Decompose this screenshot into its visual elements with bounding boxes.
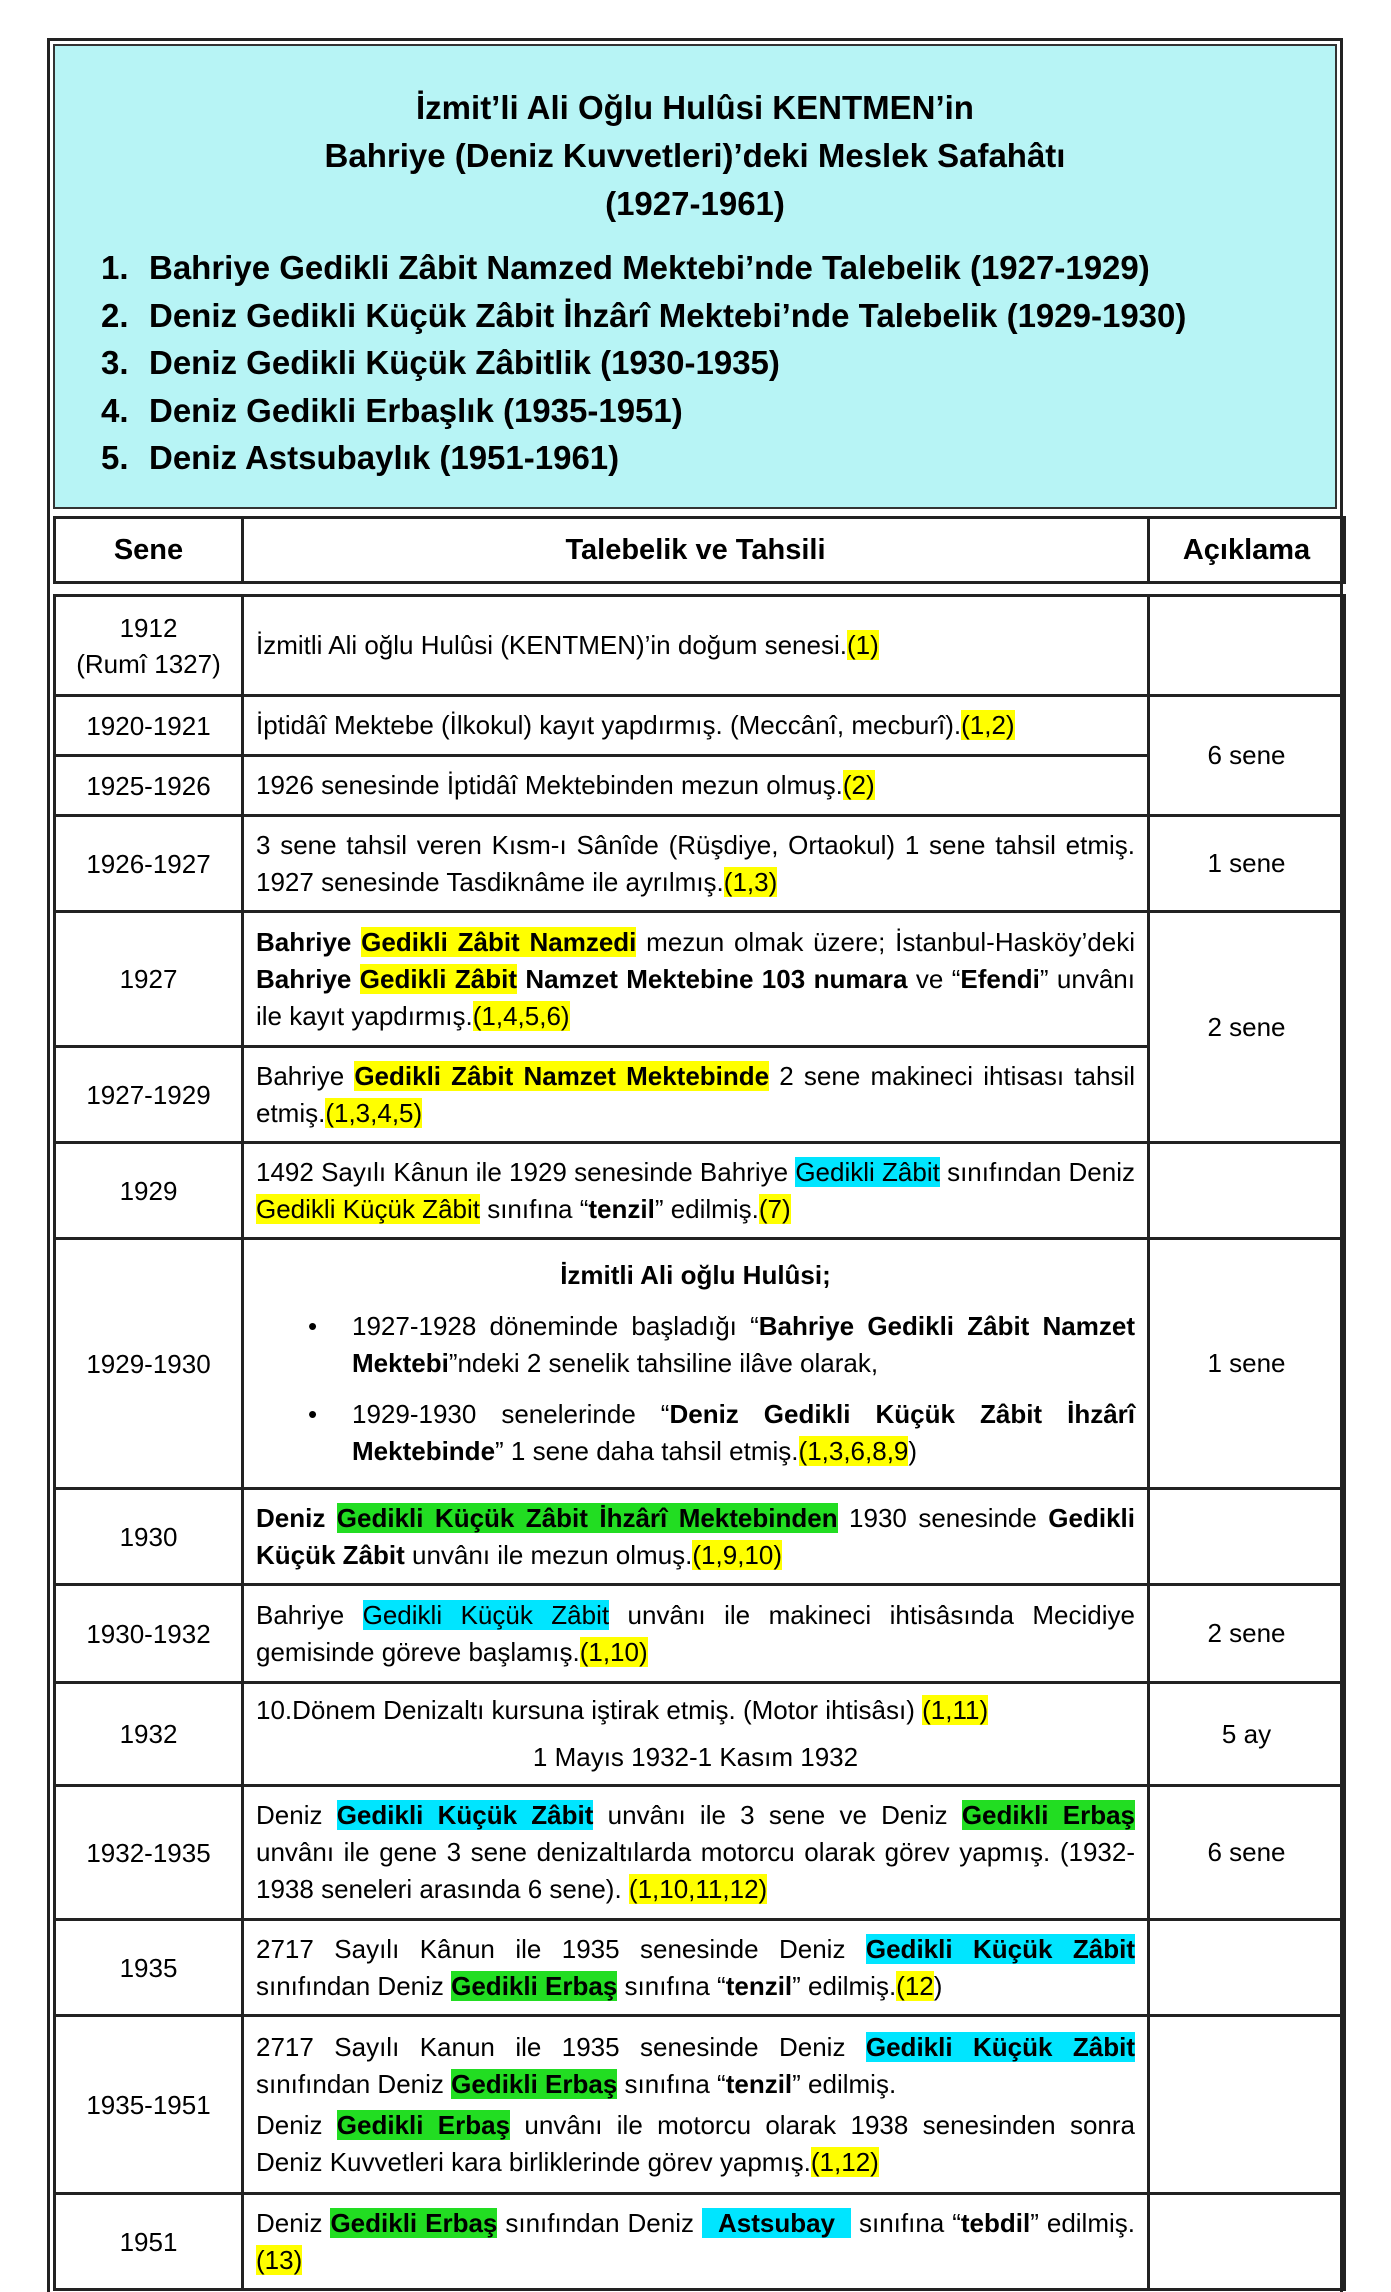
note-cell: 2 sene bbox=[1149, 1585, 1345, 1683]
year-cell: 1951 bbox=[55, 2194, 243, 2290]
desc-cell: 3 sene tahsil veren Kısm-ı Sânîde (Rüşdiye, Ortaokul) 1 sene tahsil etmiş. 1927 senesinde Tasdiknâme ile ayrılmış.(1,3) bbox=[243, 816, 1149, 912]
career-table bbox=[53, 516, 1346, 2291]
table-row bbox=[55, 912, 1345, 1047]
table-row bbox=[55, 596, 1345, 696]
desc-cell: İptidâî Mektebe (İlkokul) kayıt yapdırmış. (Meccânî, mecburî).(1,2) bbox=[243, 696, 1149, 756]
table-row bbox=[55, 1683, 1345, 1786]
year-cell: 1927 bbox=[55, 912, 243, 1047]
table-header-row bbox=[55, 518, 1345, 583]
reference: (13) bbox=[256, 2244, 303, 2275]
reference: (1,2) bbox=[961, 710, 1015, 740]
desc-cell: 2717 Sayılı Kânun ile 1935 senesinde Deniz Gedikli Küçük Zâbit sınıfından Deniz Gedikli Erbaş sınıfına “tenzil” edilmiş.(12) bbox=[243, 1920, 1149, 2016]
table-row bbox=[55, 1920, 1345, 2016]
year-cell: 1920-1921 bbox=[55, 696, 243, 756]
reference: (1,4,5,6) bbox=[472, 1000, 570, 1031]
table-row bbox=[55, 2194, 1345, 2290]
stage-item: 5. Deniz Astsubaylık (1951-1961) bbox=[101, 439, 620, 476]
year-cell: 1935 bbox=[55, 1920, 243, 2016]
year-cell: 1935-1951 bbox=[55, 2016, 243, 2194]
document-page bbox=[47, 38, 1343, 2292]
reference: (1,3) bbox=[723, 866, 778, 897]
career-stages-list bbox=[101, 244, 1186, 482]
desc-cell: İzmitli Ali oğlu Hulûsi (KENTMEN)’in doğum senesi.(1) bbox=[243, 596, 1149, 696]
reference: (1,10,11,12) bbox=[628, 1874, 768, 1904]
note-cell: 1 sene bbox=[1149, 816, 1345, 912]
reference: (7) bbox=[758, 1193, 791, 1224]
note-cell: 5 ay bbox=[1149, 1683, 1345, 1786]
desc-cell: Bahriye Gedikli Küçük Zâbit unvânı ile makineci ihtisâsında Mecidiye gemisinde göreve başlamış.(1,10) bbox=[243, 1585, 1149, 1683]
note-cell bbox=[1149, 1920, 1345, 2016]
desc-cell: Bahriye Gedikli Zâbit Namzet Mektebinde 2 sene makineci ihtisası tahsil etmiş.(1,3,4,5) bbox=[243, 1047, 1149, 1143]
note-cell bbox=[1149, 2194, 1345, 2290]
year-cell: 1912 (Rumî 1327) bbox=[55, 596, 243, 696]
desc-cell: Bahriye Gedikli Zâbit Namzedi mezun olmak üzere; İstanbul-Hasköy’deki Bahriye Gedikli Zâbit Namzet Mektebine 103 numara ve “Efendi” unvânı ile kayıt yapdırmış.(1,4,5,6) bbox=[243, 912, 1149, 1047]
table-row bbox=[55, 1143, 1345, 1239]
stage-item: 1. Bahriye Gedikli Zâbit Namzed Mektebi’nde Talebelik (1927-1929) bbox=[101, 249, 1150, 286]
table-row bbox=[55, 1585, 1345, 1683]
note-cell bbox=[1149, 1489, 1345, 1585]
table-row bbox=[55, 1239, 1345, 1489]
note-cell: 2 sene bbox=[1149, 912, 1345, 1143]
year-cell: 1929-1930 bbox=[55, 1239, 243, 1489]
desc-cell: Deniz Gedikli Küçük Zâbit unvânı ile 3 sene ve Deniz Gedikli Erbaş unvânı ile gene 3 sene denizaltılarda motorcu olarak görev yapmış. (1932-1938 seneleri arasında 6 sene). (1,10,11,12) bbox=[243, 1786, 1149, 1920]
reference: (1,12) bbox=[810, 2146, 879, 2177]
note-cell bbox=[1149, 1143, 1345, 1239]
reference: (1,3,6,8,9 bbox=[798, 1436, 909, 1466]
header-year: Sene bbox=[55, 518, 243, 583]
reference: (1,9,10) bbox=[692, 1539, 782, 1570]
reference: (2) bbox=[842, 770, 875, 800]
document-title bbox=[55, 84, 1335, 228]
desc-cell: 10.Dönem Denizaltı kursuna iştirak etmiş. (Motor ihtisâsı) (1,11) 1 Mayıs 1932-1 Kasım 1932 bbox=[243, 1683, 1149, 1786]
desc-cell: Deniz Gedikli Erbaş sınıfından Deniz Astsubay sınıfına “tebdil” edilmiş.(13) bbox=[243, 2194, 1149, 2290]
year-cell: 1932-1935 bbox=[55, 1786, 243, 1920]
table-row bbox=[55, 2016, 1345, 2194]
note-cell bbox=[1149, 2016, 1345, 2194]
year-cell: 1930 bbox=[55, 1489, 243, 1585]
note-cell: 6 sene bbox=[1149, 1786, 1345, 1920]
reference: (1) bbox=[846, 630, 879, 660]
list-item: • 1927-1928 döneminde başladığı “Bahriye Gedikli Zâbit Namzet Mektebi”ndeki 2 senelik tahsiline ilâve olarak, bbox=[256, 1308, 1135, 1382]
desc-cell: Deniz Gedikli Küçük Zâbit İhzârî Mektebinden 1930 senesinde Gedikli Küçük Zâbit unvânı ile mezun olmuş.(1,9,10) bbox=[243, 1489, 1149, 1585]
desc-cell: 1926 senesinde İptidâî Mektebinden mezun olmuş.(2) bbox=[243, 756, 1149, 816]
note-cell bbox=[1149, 596, 1345, 696]
table-row bbox=[55, 1786, 1345, 1920]
table-row bbox=[55, 1489, 1345, 1585]
reference: (1,10) bbox=[579, 1636, 648, 1667]
year-cell: 1929 bbox=[55, 1143, 243, 1239]
year-cell: 1925-1926 bbox=[55, 756, 243, 816]
desc-cell: İzmitli Ali oğlu Hulûsi; • 1927-1928 döneminde başladığı “Bahriye Gedikli Zâbit Namzet Mektebi”ndeki 2 senelik tahsiline ilâve olarak, • 1929-1930 senelerinde “Deniz Gedikli Küçük Zâbit İhzârî Mektebinde” 1 sene daha tahsil etmiş.(1,3,6,8,9) bbox=[243, 1239, 1149, 1489]
note-cell: 6 sene bbox=[1149, 696, 1345, 816]
reference: (1,11) bbox=[922, 1695, 989, 1725]
header-desc: Talebelik ve Tahsili bbox=[243, 518, 1149, 583]
header-note: Açıklama bbox=[1149, 518, 1345, 583]
title-box bbox=[53, 44, 1337, 509]
table-row bbox=[55, 816, 1345, 912]
year-cell: 1927-1929 bbox=[55, 1047, 243, 1143]
stage-item: 2. Deniz Gedikli Küçük Zâbit İhzârî Mektebi’nde Talebelik (1929-1930) bbox=[101, 296, 1187, 334]
year-cell: 1930-1932 bbox=[55, 1585, 243, 1683]
list-item: • 1929-1930 senelerinde “Deniz Gedikli Küçük Zâbit İhzârî Mektebinde” 1 sene daha tahsil etmiş.(1,3,6,8,9) bbox=[256, 1396, 1135, 1470]
table-row bbox=[55, 696, 1345, 756]
reference: (1,3,4,5) bbox=[325, 1097, 423, 1128]
title-line-2: Bahriye (Deniz Kuvvetleri)’deki Meslek Safahâtı bbox=[324, 137, 1066, 174]
desc-cell: 1492 Sayılı Kânun ile 1929 senesinde Bahriye Gedikli Zâbit sınıfından Deniz Gedikli Küçük Zâbit sınıfına “tenzil” edilmiş.(7) bbox=[243, 1143, 1149, 1239]
desc-cell: 2717 Sayılı Kanun ile 1935 senesinde Deniz Gedikli Küçük Zâbit sınıfından Deniz Gedikli Erbaş sınıfına “tenzil” edilmiş. Deniz Gedikli Erbaş unvânı ile motorcu olarak 1938 senesinden sonra Deniz Kuvvetleri kara birliklerinde görev yapmış.(1,12) bbox=[243, 2016, 1149, 2194]
stage-item: 3. Deniz Gedikli Küçük Zâbitlik (1930-1935) bbox=[101, 344, 780, 381]
year-cell: 1932 bbox=[55, 1683, 243, 1786]
year-cell: 1926-1927 bbox=[55, 816, 243, 912]
reference: (12 bbox=[896, 1970, 934, 2001]
note-cell: 1 sene bbox=[1149, 1239, 1345, 1489]
title-line-3: (1927-1961) bbox=[605, 185, 785, 222]
title-line-1: İzmit’li Ali Oğlu Hulûsi KENTMEN’in bbox=[416, 89, 974, 126]
stage-item: 4. Deniz Gedikli Erbaşlık (1935-1951) bbox=[101, 391, 683, 429]
